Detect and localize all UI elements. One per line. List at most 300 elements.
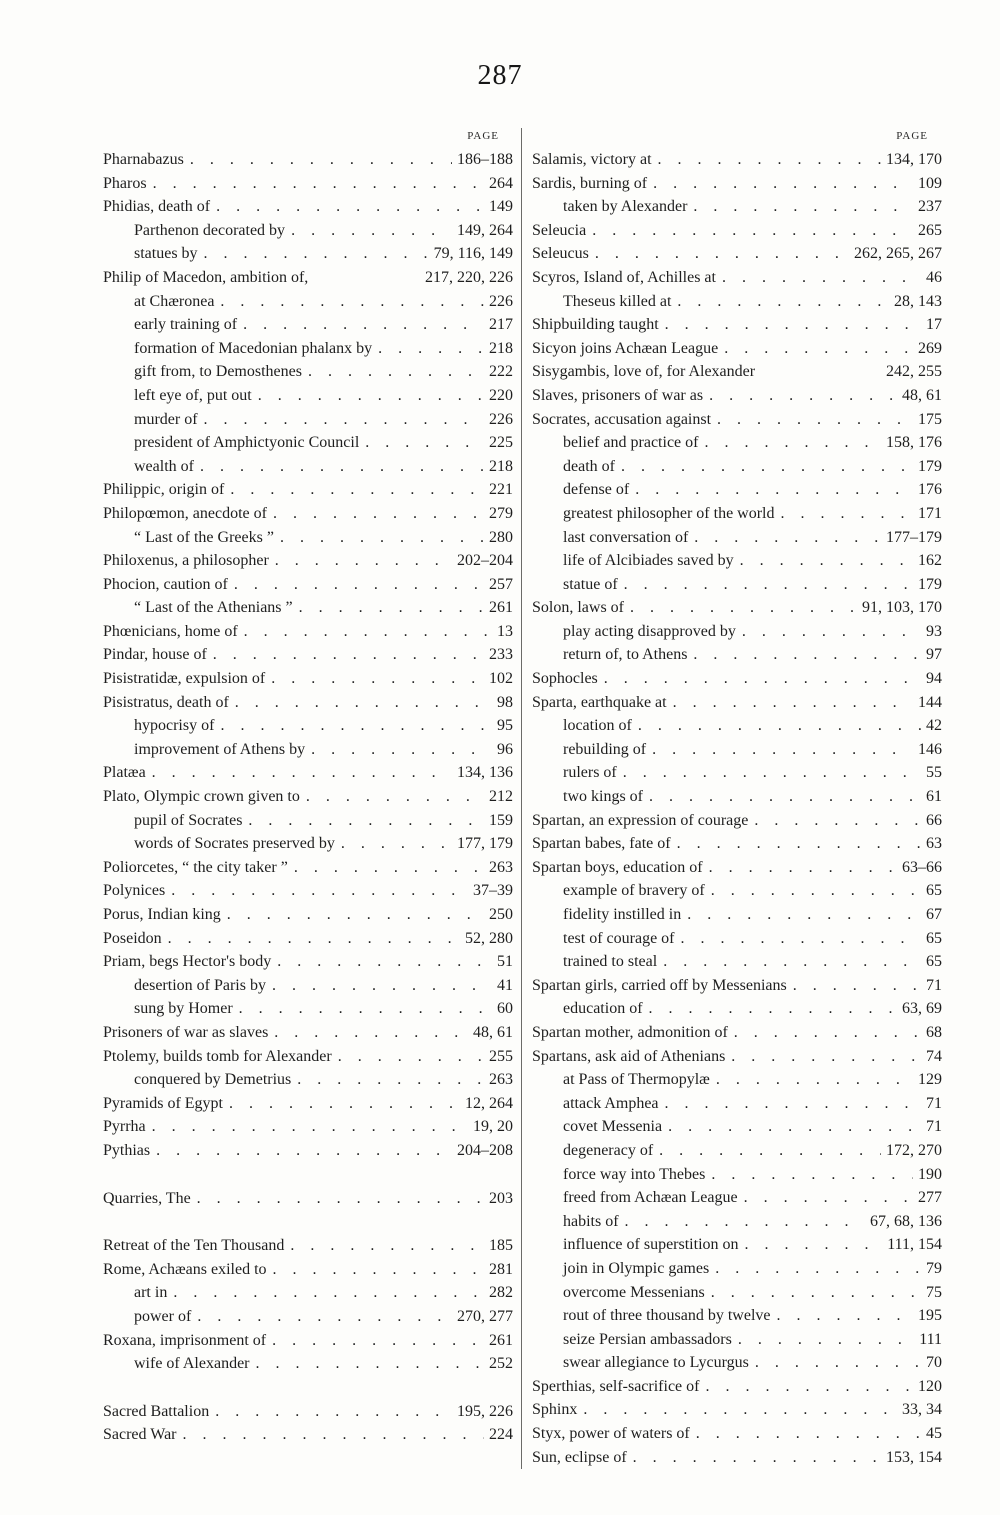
- index-entry: [103, 573, 513, 597]
- dot-leader: [197, 1187, 484, 1211]
- entry-page-number: 242, 255: [886, 363, 942, 381]
- dot-leader: [742, 620, 921, 644]
- entry-page-number: 66: [926, 811, 942, 829]
- dot-leader: [677, 290, 889, 314]
- index-entry: [103, 903, 513, 927]
- entry-page-number: 280: [489, 528, 513, 546]
- entry-page-number: 52, 280: [465, 929, 513, 947]
- dot-leader: [291, 219, 452, 243]
- entry-page-number: 270, 277: [457, 1307, 513, 1325]
- entry-text: Sun, eclipse of: [532, 1448, 627, 1466]
- entry-page-number: 212: [489, 788, 513, 806]
- index-entry: [532, 879, 942, 903]
- entry-page-number: 61: [926, 788, 942, 806]
- entry-text: Quarries, The: [103, 1189, 191, 1207]
- entry-page-number: 146: [918, 740, 942, 758]
- index-entry: [532, 502, 942, 526]
- entry-text: Sardis, burning of: [532, 174, 648, 192]
- entry-page-number: 195: [918, 1307, 942, 1325]
- entry-page-number: 111, 154: [887, 1236, 942, 1254]
- entry-text: “ Last of the Athenians ”: [134, 599, 293, 617]
- entry-text: at Chæronea: [134, 292, 215, 310]
- index-entry-list: [532, 148, 942, 1469]
- dot-leader: [153, 172, 484, 196]
- entry-text: murder of: [134, 410, 198, 428]
- dot-leader: [215, 1400, 452, 1424]
- entry-text: Seleucus: [532, 245, 589, 263]
- index-entry: [103, 785, 513, 809]
- entry-page-number: 264: [489, 174, 513, 192]
- entry-text: Pindar, house of: [103, 646, 207, 664]
- dot-leader: [230, 478, 484, 502]
- entry-text: Poliorcetes, “ the city taker ”: [103, 858, 288, 876]
- entry-text: life of Alcibiades saved by: [563, 552, 734, 570]
- index-entry: [532, 1092, 942, 1116]
- entry-text: Pythias: [103, 1141, 151, 1159]
- index-entry: [532, 832, 942, 856]
- entry-page-number: 63: [926, 835, 942, 853]
- dot-leader: [693, 643, 921, 667]
- entry-page-number: 46: [926, 268, 942, 286]
- entry-text: Spartan mother, admonition of: [532, 1023, 728, 1041]
- entry-text: Seleucia: [532, 221, 587, 239]
- entry-text: statues by: [134, 245, 198, 263]
- entry-text: at Pass of Thermopylæ: [563, 1071, 710, 1089]
- index-entry: [532, 1446, 942, 1470]
- index-entry: [103, 195, 513, 219]
- entry-page-number: 67, 68, 136: [870, 1212, 942, 1230]
- entry-page-number: 218: [489, 457, 513, 475]
- entry-text: Spartans, ask aid of Athenians: [532, 1047, 726, 1065]
- index-entry: [532, 573, 942, 597]
- index-entry: [103, 691, 513, 715]
- entry-page-number: 221: [489, 481, 513, 499]
- dot-leader: [665, 1092, 921, 1116]
- entry-page-number: 282: [489, 1284, 513, 1302]
- dot-leader: [308, 360, 484, 384]
- index-entry: [532, 478, 942, 502]
- entry-page-number: 37–39: [473, 882, 513, 900]
- index-entry: [532, 1115, 942, 1139]
- entry-text: hypocrisy of: [134, 717, 215, 735]
- index-entry-list: [103, 148, 513, 1447]
- dot-leader: [744, 1186, 913, 1210]
- index-entry: [532, 195, 942, 219]
- index-entry: [532, 856, 942, 880]
- dot-leader: [740, 549, 913, 573]
- entry-text: left eye of, put out: [134, 386, 252, 404]
- index-entry: [103, 455, 513, 479]
- entry-page-number: 204–208: [457, 1141, 513, 1159]
- entry-text: fidelity instilled in: [563, 906, 682, 923]
- index-entry: [532, 667, 942, 691]
- entry-page-number: 65: [926, 929, 942, 947]
- dot-leader: [724, 337, 913, 361]
- entry-text: Plato, Olympic crown given to: [103, 788, 300, 806]
- dot-leader: [665, 313, 921, 337]
- entry-text: Sophocles: [532, 670, 598, 688]
- dot-leader: [220, 714, 492, 738]
- dot-leader: [229, 1092, 460, 1116]
- dot-leader: [668, 1115, 921, 1139]
- entry-page-number: 177–179: [886, 528, 942, 546]
- index-entry: [532, 242, 942, 266]
- entry-text: Pharnabazus: [103, 151, 184, 168]
- index-entry: [532, 1422, 942, 1446]
- index-entry: [103, 1139, 513, 1163]
- entry-text: death of: [563, 457, 615, 475]
- index-entry: [103, 313, 513, 337]
- entry-text: Sisygambis, love of, for Alexander: [532, 363, 756, 381]
- dot-leader: [152, 1115, 468, 1139]
- entry-page-number: 261: [489, 599, 513, 617]
- dot-leader: [275, 549, 452, 573]
- dot-leader: [687, 903, 921, 927]
- index-entry: [532, 997, 942, 1021]
- section-gap: [103, 1163, 513, 1187]
- index-entry: [532, 526, 942, 550]
- entry-page-number: 17: [926, 316, 942, 334]
- entry-page-number: 79, 116, 149: [433, 245, 513, 263]
- entry-page-number: 95: [497, 717, 513, 735]
- entry-page-number: 93: [926, 622, 942, 640]
- index-entry: [103, 1258, 513, 1282]
- entry-page-number: 186–188: [457, 151, 513, 168]
- entry-page-number: 71: [926, 1094, 942, 1112]
- dot-leader: [299, 596, 484, 620]
- column-header-page-label: PAGE: [467, 130, 499, 142]
- index-entry: [103, 927, 513, 951]
- index-entry: [532, 596, 942, 620]
- index-entry: [532, 384, 942, 408]
- dot-leader: [256, 1352, 484, 1376]
- index-entry: [103, 620, 513, 644]
- entry-text: Polynices: [103, 882, 166, 900]
- entry-page-number: 41: [497, 976, 513, 994]
- entry-page-number: 97: [926, 646, 942, 664]
- entry-page-number: 94: [926, 670, 942, 688]
- entry-text: Porus, Indian king: [103, 906, 221, 923]
- entry-page-number: 144: [918, 693, 942, 711]
- entry-page-number: 74: [926, 1047, 942, 1065]
- dot-leader: [235, 691, 492, 715]
- entry-page-number: 277: [918, 1189, 942, 1207]
- entry-text: Philippic, origin of: [103, 481, 225, 499]
- dot-leader: [243, 313, 484, 337]
- entry-text: words of Socrates preserved by: [134, 835, 335, 853]
- entry-page-number: 71: [926, 976, 942, 994]
- index-entry: [103, 1281, 513, 1305]
- entry-text: Spartan girls, carried off by Messenians: [532, 976, 787, 994]
- entry-page-number: 75: [926, 1283, 942, 1301]
- dot-leader: [290, 1234, 484, 1258]
- page-number: 287: [477, 60, 523, 91]
- index-entry: [103, 337, 513, 361]
- dot-leader: [652, 738, 913, 762]
- entry-page-number: 185: [489, 1237, 513, 1255]
- index-entry: [532, 738, 942, 762]
- entry-text: Roxana, imprisonment of: [103, 1331, 267, 1349]
- entry-page-number: 262, 265, 267: [854, 245, 942, 263]
- dot-leader: [633, 1446, 881, 1470]
- dot-leader: [595, 242, 849, 266]
- index-entry: [532, 950, 942, 974]
- entry-text: power of: [134, 1307, 192, 1325]
- index-entry: [103, 1329, 513, 1353]
- dot-leader: [722, 266, 921, 290]
- index-entry: [532, 1068, 942, 1092]
- index-entry: [103, 1423, 513, 1447]
- entry-page-number: 250: [489, 906, 513, 923]
- entry-text: swear allegiance to Lycurgus: [563, 1354, 749, 1372]
- dot-leader: [280, 526, 484, 550]
- entry-text: rulers of: [563, 764, 617, 782]
- index-entry: [532, 714, 942, 738]
- index-entry: [103, 856, 513, 880]
- index-entry: [103, 596, 513, 620]
- dot-leader: [244, 620, 492, 644]
- dot-leader: [663, 950, 921, 974]
- entry-text: improvement of Athens by: [134, 740, 306, 758]
- entry-text: desertion of Paris by: [134, 976, 266, 994]
- dot-leader: [341, 832, 452, 856]
- dot-leader: [658, 148, 881, 172]
- dot-leader: [204, 242, 429, 266]
- entry-text: Spartan babes, fate of: [532, 835, 671, 853]
- entry-page-number: 134, 136: [457, 764, 513, 782]
- dot-leader: [220, 290, 484, 314]
- entry-text: Salamis, victory at: [532, 151, 652, 168]
- dot-leader: [630, 596, 857, 620]
- index-entry: [532, 927, 942, 951]
- entry-text: Solon, laws of: [532, 599, 624, 617]
- dot-leader: [274, 1021, 468, 1045]
- column-divider: [521, 128, 522, 1469]
- entry-text: freed from Achæan League: [563, 1189, 738, 1207]
- entry-text: Spartan boys, education of: [532, 858, 703, 876]
- entry-text: test of courage of: [563, 929, 675, 947]
- index-entry: [103, 1045, 513, 1069]
- index-entry: [103, 266, 513, 290]
- dot-leader: [338, 1045, 484, 1069]
- dot-leader: [311, 738, 492, 762]
- entry-text: Pisistratus, death of: [103, 693, 229, 711]
- dot-leader: [306, 785, 484, 809]
- entry-page-number: 134, 170: [886, 151, 942, 168]
- dot-leader: [623, 761, 921, 785]
- index-column-right: [532, 128, 942, 1469]
- dot-leader: [273, 1258, 484, 1282]
- index-entry: [532, 1375, 942, 1399]
- dot-leader: [378, 337, 484, 361]
- entry-text: Poseidon: [103, 929, 162, 947]
- dot-leader: [635, 478, 913, 502]
- entry-text: Phocion, caution of: [103, 575, 228, 593]
- entry-page-number: 70: [926, 1354, 942, 1372]
- entry-page-number: 269: [918, 339, 942, 357]
- section-gap: [103, 1376, 513, 1400]
- entry-page-number: 55: [926, 764, 942, 782]
- entry-text: Philip of Macedon, ambition of,: [103, 268, 309, 286]
- index-entry: [532, 691, 942, 715]
- entry-page-number: 109: [918, 174, 942, 192]
- index-entry: [532, 903, 942, 927]
- entry-text: Sperthias, self-sacrifice of: [532, 1377, 700, 1395]
- entry-text: influence of superstition on: [563, 1236, 739, 1254]
- entry-text: Spartan, an expression of courage: [532, 811, 749, 829]
- dot-leader: [227, 903, 484, 927]
- entry-text: Prisoners of war as slaves: [103, 1023, 269, 1041]
- entry-page-number: 71: [926, 1118, 942, 1136]
- entry-text: taken by Alexander: [563, 198, 688, 216]
- index-entry: [532, 1328, 942, 1352]
- index-entry: [532, 408, 942, 432]
- entry-text: Priam, begs Hector's body: [103, 953, 272, 971]
- entry-page-number: 33, 34: [902, 1401, 942, 1419]
- index-entry: [532, 1257, 942, 1281]
- entry-page-number: 279: [489, 504, 513, 522]
- entry-page-number: 129: [918, 1071, 942, 1089]
- entry-text: play acting disapproved by: [563, 622, 736, 640]
- index-entry: [532, 360, 942, 384]
- dot-leader: [715, 1257, 921, 1281]
- index-entry: [103, 526, 513, 550]
- entry-text: Shipbuilding taught: [532, 316, 659, 334]
- dot-leader: [659, 1139, 881, 1163]
- entry-text: Philopœmon, anecdote of: [103, 504, 267, 522]
- index-entry: [103, 360, 513, 384]
- index-entry: [532, 761, 942, 785]
- index-entry: [532, 1186, 942, 1210]
- index-entry: [532, 1139, 942, 1163]
- entry-text: trained to steal: [563, 953, 658, 971]
- dot-leader: [681, 927, 921, 951]
- index-entry: [103, 1068, 513, 1092]
- entry-page-number: 159: [489, 811, 513, 829]
- dot-leader: [711, 1281, 921, 1305]
- entry-text: Sparta, earthquake at: [532, 693, 667, 711]
- entry-page-number: 42: [926, 717, 942, 735]
- entry-text: conquered by Demetrius: [134, 1071, 292, 1089]
- dot-leader: [272, 974, 492, 998]
- entry-text: Sicyon joins Achæan League: [532, 339, 719, 357]
- entry-page-number: 13: [497, 622, 513, 640]
- entry-page-number: 217: [489, 316, 513, 334]
- column-header-page-label: PAGE: [896, 130, 928, 142]
- entry-text: Scyros, Island of, Achilles at: [532, 268, 716, 286]
- index-entry: [532, 1210, 942, 1234]
- index-entry: [103, 879, 513, 903]
- entry-text: greatest philosopher of the world: [563, 504, 775, 522]
- entry-page-number: 45: [926, 1425, 942, 1443]
- index-entry: [532, 809, 942, 833]
- entry-text: force way into Thebes: [563, 1165, 706, 1183]
- entry-text: Ptolemy, builds tomb for Alexander: [103, 1047, 332, 1065]
- entry-page-number: 220: [489, 386, 513, 404]
- entry-page-number: 51: [497, 953, 513, 971]
- dot-leader: [183, 1423, 485, 1447]
- entry-text: Phœnicians, home of: [103, 622, 238, 640]
- dot-leader: [777, 1304, 914, 1328]
- dot-leader: [745, 1233, 883, 1257]
- entry-text: habits of: [563, 1212, 619, 1230]
- entry-page-number: 91, 103, 170: [862, 599, 942, 617]
- index-entry: [103, 1400, 513, 1424]
- index-entry: [532, 172, 942, 196]
- index-entry: [532, 1281, 942, 1305]
- entry-page-number: 224: [489, 1426, 513, 1444]
- index-entry: [103, 832, 513, 856]
- index-entry: [532, 549, 942, 573]
- entry-page-number: 111: [919, 1330, 942, 1348]
- entry-text: Pyramids of Egypt: [103, 1094, 223, 1112]
- dot-leader: [625, 1210, 865, 1234]
- entry-text: Platæa: [103, 764, 146, 782]
- entry-text: Philoxenus, a philosopher: [103, 552, 269, 570]
- index-entry: [103, 148, 513, 172]
- index-entry: [103, 1352, 513, 1376]
- index-entry: [532, 290, 942, 314]
- entry-page-number: 162: [918, 552, 942, 570]
- dot-leader: [705, 1375, 913, 1399]
- index-entry: [532, 148, 942, 172]
- index-entry: [532, 1163, 942, 1187]
- index-entry: [103, 290, 513, 314]
- entry-text: belief and practice of: [563, 434, 699, 452]
- dot-leader: [277, 950, 492, 974]
- index-entry: [532, 785, 942, 809]
- index-entry: [532, 1021, 942, 1045]
- entry-page-number: 179: [918, 457, 942, 475]
- entry-text: Sphinx: [532, 1401, 578, 1419]
- entry-page-number: 149, 264: [457, 221, 513, 239]
- index-entry: [103, 1305, 513, 1329]
- entry-text: example of bravery of: [563, 882, 705, 900]
- entry-page-number: 67: [926, 906, 942, 923]
- dot-leader: [793, 974, 921, 998]
- index-entry: [532, 313, 942, 337]
- dot-leader: [781, 502, 914, 526]
- dot-leader: [197, 1305, 452, 1329]
- entry-page-number: 19, 20: [473, 1118, 513, 1136]
- entry-text: wealth of: [134, 457, 194, 475]
- entry-page-number: 153, 154: [886, 1448, 942, 1466]
- entry-page-number: 60: [497, 1000, 513, 1018]
- dot-leader: [271, 667, 484, 691]
- entry-text: degeneracy of: [563, 1141, 654, 1159]
- dot-leader: [677, 832, 921, 856]
- entry-text: Rome, Achæans exiled to: [103, 1260, 267, 1278]
- dot-leader: [755, 1351, 921, 1375]
- entry-page-number: 222: [489, 363, 513, 381]
- entry-page-number: 48, 61: [473, 1023, 513, 1041]
- index-column-left: [103, 128, 513, 1469]
- entry-text: Socrates, accusation against: [532, 410, 712, 428]
- index-entry: [103, 502, 513, 526]
- entry-text: overcome Messenians: [563, 1283, 705, 1301]
- entry-page-number: 175: [918, 410, 942, 428]
- entry-page-number: 120: [918, 1377, 942, 1395]
- dot-leader: [754, 809, 921, 833]
- entry-page-number: 65: [926, 953, 942, 971]
- index-entry: [103, 1187, 513, 1211]
- entry-text: formation of Macedonian phalanx by: [134, 339, 373, 357]
- entry-text: Pisistratidæ, expulsion of: [103, 670, 266, 688]
- entry-page-number: 195, 226: [457, 1402, 513, 1420]
- entry-text: sung by Homer: [134, 1000, 233, 1018]
- dot-leader: [696, 1422, 921, 1446]
- index-entry: [532, 337, 942, 361]
